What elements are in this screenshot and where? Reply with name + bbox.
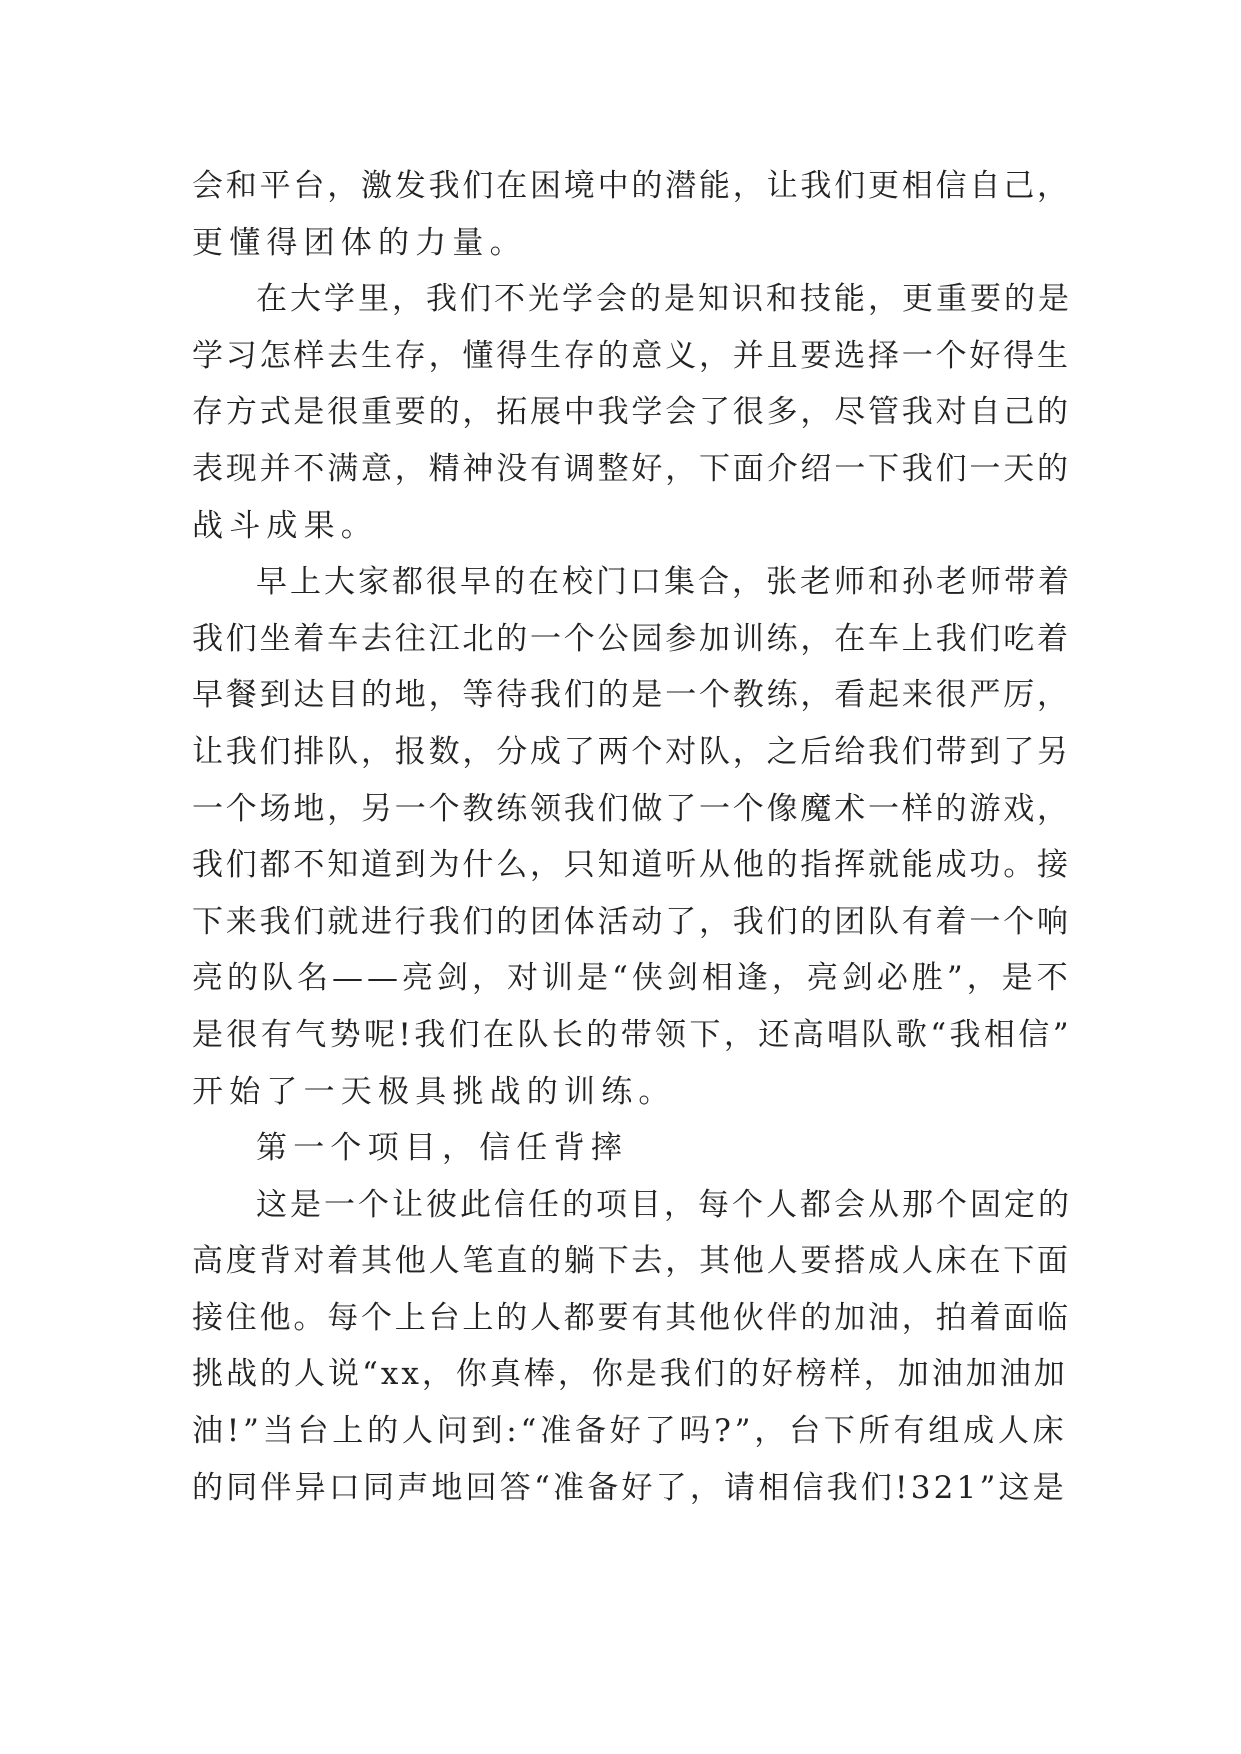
text-line: 学习怎样去生存，懂得生存的意义，并且要选择一个好得生 <box>192 337 1071 374</box>
text-line: 这是一个让彼此信任的项目，每个人都会从那个固定的 <box>256 1186 1072 1223</box>
text-line: 让我们排队，报数，分成了两个对队，之后给我们带到了另 <box>192 733 1071 770</box>
document-body <box>192 158 1072 1516</box>
text-line: 接住他。每个上台上的人都要有其他伙伴的加油，拍着面临 <box>192 1299 1071 1336</box>
text-line: 一个场地，另一个教练领我们做了一个像魔术一样的游戏， <box>192 790 1071 827</box>
text-line: 挑战的人说“xx，你真棒，你是我们的好榜样，加油加油加 <box>192 1356 1068 1393</box>
section-heading: 第一个项目，信任背摔 <box>256 1130 628 1167</box>
text-line: 的同伴异口同声地回答“准备好了，请相信我们!321”这是 <box>192 1469 1067 1506</box>
text-line: 油!”当台上的人问到:“准备好了吗?”，台下所有组成人床 <box>192 1413 1068 1450</box>
text-line: 更懂得团体的力量。 <box>192 224 527 261</box>
text-line: 我们都不知道到为什么，只知道听从他的指挥就能成功。接 <box>192 847 1071 884</box>
text-line: 亮的队名——亮剑，对训是“侠剑相逢，亮剑必胜”，是不 <box>192 960 1072 997</box>
text-line: 早餐到达目的地，等待我们的是一个教练，看起来很严厉， <box>192 677 1071 714</box>
text-line: 早上大家都很早的在校门口集合，张老师和孙老师带着 <box>256 564 1072 601</box>
text-line: 我们坐着车去往江北的一个公园参加训练，在车上我们吃着 <box>192 620 1071 657</box>
text-line: 会和平台，激发我们在困境中的潜能，让我们更相信自己， <box>192 168 1071 204</box>
text-line: 在大学里，我们不光学会的是知识和技能，更重要的是 <box>256 281 1072 318</box>
text-line: 表现并不满意，精神没有调整好，下面介绍一下我们一天的 <box>192 450 1071 487</box>
text-line: 战斗成果。 <box>192 507 378 544</box>
text-line: 存方式是很重要的，拓展中我学会了很多，尽管我对自己的 <box>192 394 1071 431</box>
text-line: 开始了一天极具挑战的训练。 <box>192 1073 676 1110</box>
text-line: 高度背对着其他人笔直的躺下去，其他人要搭成人床在下面 <box>192 1243 1071 1280</box>
text-line: 是很有气势呢!我们在队长的带领下，还高唱队歌“我相信” <box>192 1016 1072 1053</box>
text-line: 下来我们就进行我们的团体活动了，我们的团队有着一个响 <box>192 903 1071 940</box>
